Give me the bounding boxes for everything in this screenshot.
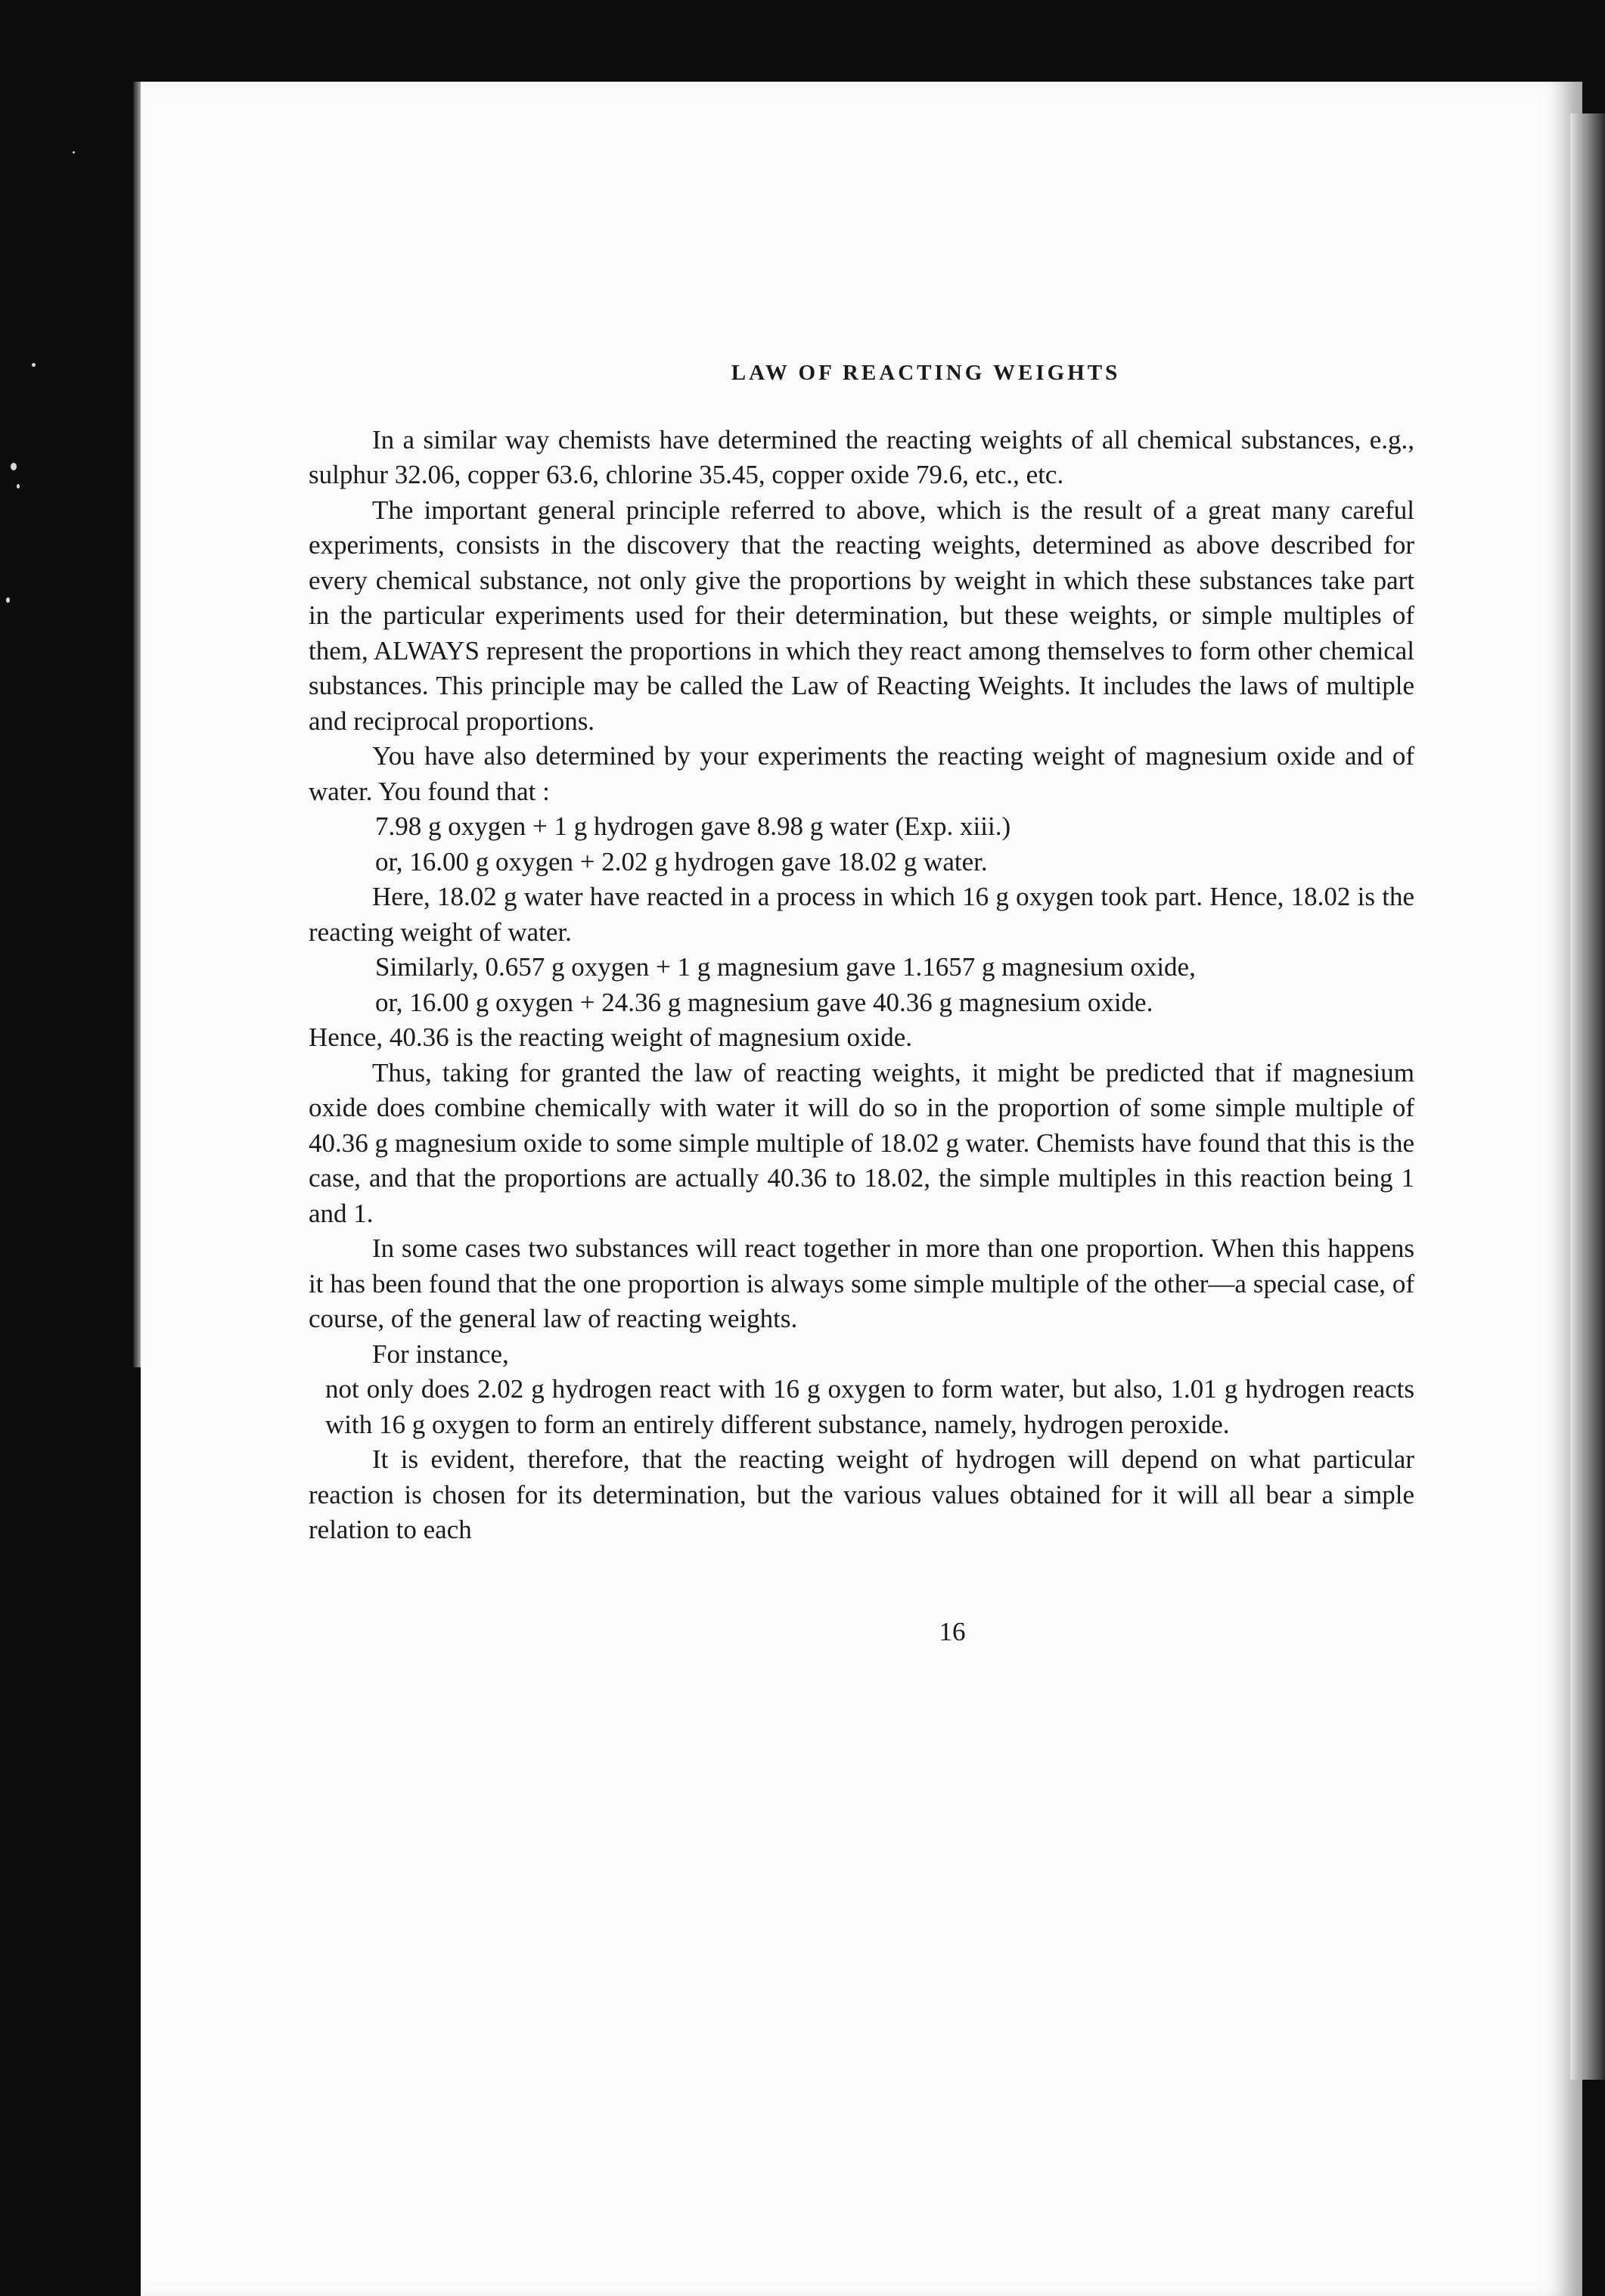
paragraph-6: Thus, taking for granted the law of reacting weights, it might be predicted that if magnesium oxide does combine chemically with water it will do so in the proportion of some simple multiple of 40.36 g magnesium oxide to some simple multiple of 18.02 g water. Chemists have found that this is the case, and that the proportions are actually 40.36 to 18.02, the simple multiples in this reaction being 1 and 1.: [309, 1057, 1414, 1228]
paragraph-10: It is evident, therefore, that the reacting weight of hydrogen will depend on what particular reaction is chosen for its determination, but the various values obtained for it will all bear a simple relation to each: [309, 1444, 1414, 1544]
paragraph-1: In a similar way chemists have determined the reacting weights of all chemical substances, e.g., sulphur 32.06, copper 63.6, chlorine 35.45, copper oxide 79.6, etc., etc.: [309, 424, 1414, 489]
scan-speck: [17, 484, 20, 489]
paragraph-5: Hence, 40.36 is the reacting weight of magnesium oxide.: [309, 1022, 912, 1052]
scan-speck: [73, 151, 75, 154]
paragraph-7: In some cases two substances will react together in more than one proportion. When this happens it has been found that the one proportion is always some simple multiple of the other—a special case, of course, of the general law of reacting weights.: [309, 1233, 1414, 1333]
page-right-edge-shadow: [1570, 113, 1605, 2080]
paragraph-2-law-statement: The important general principle referred to above, which is the result of a great many careful experiments, consists in the discovery that the reacting weights, determined as above described for every chemical substance, not only give the proportions by weight in which these substances take part in the particular experiments used for their determination, but these weights, or simple multiples of them, ALWAYS represent the proportions in which they react among themselves to form other chemical substances. This principle may be called the Law of Reacting Weights. It includes the laws of multiple and reciprocal proportions.: [309, 495, 1414, 736]
paragraph-8: For instance,: [372, 1339, 509, 1369]
scan-speck: [6, 597, 10, 603]
equation-water-2: or, 16.00 g oxygen + 2.02 g hydrogen gave 18.02 g water.: [375, 846, 988, 877]
paragraph-9-example: not only does 2.02 g hydrogen react with 16 g oxygen to form water, but also, 1.01 g hydrogen reacts with 16 g oxygen to form an entirely different substance, namely, hydrogen peroxide.: [325, 1374, 1414, 1439]
page-number: 16: [939, 1616, 966, 1646]
page-content: [309, 355, 1414, 1649]
equation-magnesium-1: Similarly, 0.657 g oxygen + 1 g magnesium gave 1.1657 g magnesium oxide,: [375, 952, 1196, 982]
paragraph-3: You have also determined by your experiments the reacting weight of magnesium oxide and of water. You found that :: [309, 741, 1414, 806]
running-head: LAW OF REACTING WEIGHTS: [731, 361, 1121, 385]
scan-speck: [32, 363, 36, 367]
equation-water-1: 7.98 g oxygen + 1 g hydrogen gave 8.98 g water (Exp. xiii.): [375, 811, 1011, 841]
paragraph-4: Here, 18.02 g water have reacted in a process in which 16 g oxygen took part. Hence, 18.02 is the reacting weight of water.: [309, 882, 1414, 947]
equation-magnesium-2: or, 16.00 g oxygen + 24.36 g magnesium gave 40.36 g magnesium oxide.: [375, 987, 1153, 1017]
scan-speck: [11, 463, 17, 470]
